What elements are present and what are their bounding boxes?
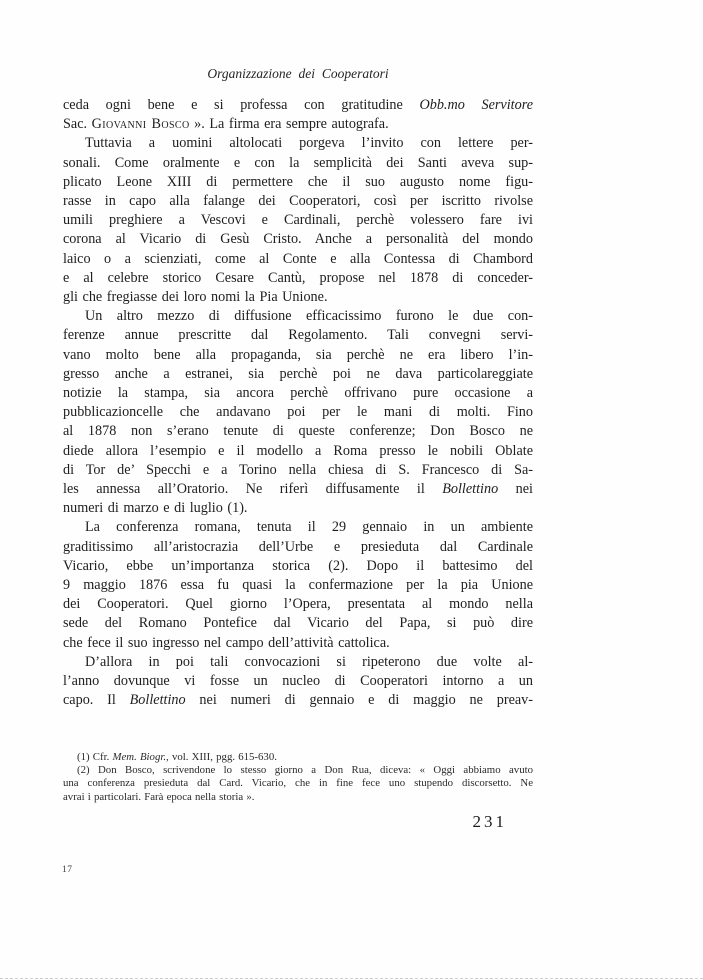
text-line: Tuttavia a uomini altolocati porgeva l’invito con lettere per- [85, 135, 533, 152]
text-line: diede allora l’esempio e il modello a Roma presso le nobili Oblate [63, 442, 533, 459]
text-line: pubblicazioncelle che andavano poi per le mani di molti. Fino [63, 404, 533, 421]
text-line: che fece il suo ingresso nel campo dell’attività cattolica. [63, 634, 390, 651]
running-header: Organizzazione dei Cooperatori [207, 66, 389, 81]
text-line: di Tor de’ Specchi e a Torino nella chiesa di S. Francesco di Sa- [63, 461, 533, 478]
text-line: avrai i particolari. Farà epoca nella storia ». [63, 790, 255, 803]
text-line: laico o a scienziati, come al Conte e alla Contessa di Chambord [63, 250, 533, 267]
text-line: vano molto bene alla propaganda, sia perchè ne era libero l’in- [63, 346, 533, 363]
text-line: (1) Cfr. Mem. Biogr., vol. XIII, pgg. 615-630. [77, 750, 277, 763]
text-line: e al celebre storico Cesare Cantù, propose nel 1878 di conceder- [63, 269, 533, 286]
text-line: les annessa all’Oratorio. Ne riferì diffusamente il Bollettino nei [63, 481, 533, 498]
footnote-block [63, 751, 533, 805]
text-line: sonali. Come oralmente e con la semplicità dei Santi aveva sup- [63, 154, 533, 171]
text-line: ferenze annue prescritte dal Regolamento. Tali convegni servi- [63, 327, 533, 344]
text-line: D’allora in poi tali convocazioni si ripeterono due volte al- [85, 653, 533, 670]
text-line: dei Cooperatori. Quel giorno l’Opera, presentata al mondo nella [63, 596, 533, 613]
text-line: ceda ogni bene e si professa con gratitudine Obb.mo Servitore [63, 97, 533, 113]
text-line: 9 maggio 1876 essa fu quasi la confermazione per la pia Unione [63, 577, 533, 594]
text-line: numeri di marzo e di luglio (1). [63, 500, 248, 517]
text-line: corona al Vicario di Gesù Cristo. Anche a personalità del mondo [63, 231, 533, 248]
text-line: umili preghiere a Vescovi e Cardinali, perchè volessero fare ivi [63, 212, 533, 229]
text-line: sede del Romano Pontefice dal Vicario del Papa, si può dire [63, 615, 533, 632]
text-line: plicato Leone XIII di permettere che il suo augusto nome figu- [63, 173, 533, 190]
signature-mark: 17 [62, 865, 73, 875]
text-column [63, 64, 533, 831]
text-line: notizie la stampa, sia ancora perchè offrivano pure occasione a [63, 385, 533, 402]
text-line: capo. Il Bollettino nei numeri di gennaio e di maggio ne preav- [63, 692, 533, 709]
text-line: l’anno dovunque vi fosse un nucleo di Cooperatori intorno a un [63, 673, 533, 690]
body-text-block [63, 96, 533, 711]
text-line: al 1878 non s’erano tenute di queste conferenze; Don Bosco ne [63, 423, 533, 440]
text-line: Vicario, ebbe un’importanza storica (2). Dopo il battesimo del [63, 557, 533, 574]
scan-edge-line [0, 978, 703, 979]
text-line: (2) Don Bosco, scrivendone lo stesso giorno a Don Rua, diceva: « Oggi abbiamo avuto [77, 763, 533, 776]
text-line: Sac. Giovanni Bosco ». La firma era sempre autografa. [63, 116, 389, 133]
page-number: 231 [472, 812, 507, 831]
text-line: Un altro mezzo di diffusione efficacissimo furono le due con- [85, 308, 533, 325]
text-line: una conferenza presieduta dal Card. Vicario, che in fine fece uno stupendo discorsetto. Ne [63, 777, 533, 790]
text-line: gresso anche a estranei, sia perchè poi ne dava particolareggiate [63, 365, 533, 382]
text-line: graditissimo all’aristocrazia dell’Urbe e presieduta dal Cardinale [63, 538, 533, 555]
text-line: rasse in capo alla falange dei Cooperatori, così per iscritto rivolse [63, 193, 533, 210]
text-line: gli che fregiasse dei loro nomi la Pia Unione. [63, 289, 328, 306]
text-line: La conferenza romana, tenuta il 29 gennaio in un ambiente [85, 519, 533, 536]
